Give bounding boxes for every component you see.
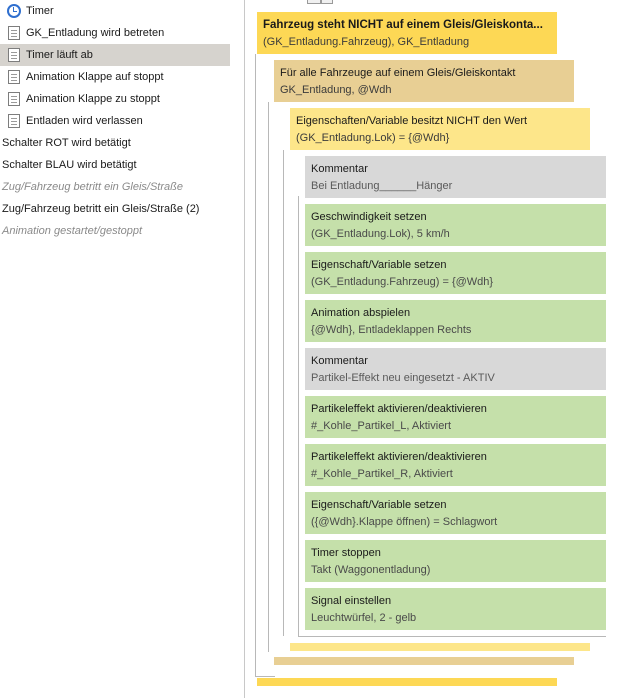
action-play-animation[interactable] <box>305 300 606 342</box>
action-tree <box>245 0 637 698</box>
document-icon <box>8 92 20 106</box>
event-item-zug-betritt-2[interactable] <box>0 198 230 220</box>
action-detail: (GK_Entladung.Fahrzeug) = {@Wdh} <box>311 276 494 288</box>
action-detail: #_Kohle_Partikel_L, Aktiviert <box>311 420 452 432</box>
action-title: Eigenschaften/Variable besitzt NICHT den Wert <box>296 115 528 127</box>
event-item-label: GK_Entladung wird betreten <box>26 27 165 39</box>
action-title: Eigenschaft/Variable setzen <box>311 499 447 511</box>
tab-stub <box>321 0 333 4</box>
action-set-signal[interactable] <box>305 588 606 630</box>
action-set-variable[interactable] <box>305 252 606 294</box>
loop-end-bar <box>274 657 574 665</box>
action-title: Partikeleffekt aktivieren/deaktivieren <box>311 451 487 463</box>
event-item-animation-klappe-zu[interactable] <box>0 88 230 110</box>
condition-end-bar <box>290 643 590 651</box>
action-detail: Takt (Waggonentladung) <box>311 564 431 576</box>
event-item-schalter-blau[interactable] <box>0 154 230 176</box>
action-root-condition[interactable] <box>257 12 557 54</box>
action-title: Geschwindigkeit setzen <box>311 211 427 223</box>
event-item-animation-gestartet[interactable] <box>0 220 230 242</box>
event-item-timer-laeuft-ab[interactable] <box>0 44 230 66</box>
event-item-animation-klappe-auf[interactable] <box>0 66 230 88</box>
action-detail: GK_Entladung, @Wdh <box>280 84 392 96</box>
action-particle-right[interactable] <box>305 444 606 486</box>
tree-line <box>283 150 284 636</box>
document-icon <box>8 48 20 62</box>
action-particle-left[interactable] <box>305 396 606 438</box>
action-detail: #_Kohle_Partikel_R, Aktiviert <box>311 468 453 480</box>
event-item-schalter-rot[interactable] <box>0 132 230 154</box>
event-item-label: Timer <box>26 5 54 17</box>
action-detail: Bei Entladung______Hänger <box>311 180 453 192</box>
action-comment[interactable] <box>305 348 606 390</box>
action-set-speed[interactable] <box>305 204 606 246</box>
action-loop[interactable] <box>274 60 574 102</box>
clock-icon <box>7 4 21 18</box>
action-detail: Partikel-Effekt neu eingesetzt - AKTIV <box>311 372 495 384</box>
tree-line <box>268 102 269 652</box>
action-title: Fahrzeug steht NICHT auf einem Gleis/Gleiskonta... <box>263 19 543 31</box>
document-icon <box>8 70 20 84</box>
action-comment[interactable] <box>305 156 606 198</box>
action-title: Kommentar <box>311 163 368 175</box>
tab-stub <box>307 0 321 4</box>
event-item-timer[interactable] <box>0 0 230 22</box>
action-title: Für alle Fahrzeuge auf einem Gleis/Gleiskontakt <box>280 67 516 79</box>
action-detail: {@Wdh}, Entladeklappen Rechts <box>311 324 472 336</box>
event-item-label: Schalter BLAU wird betätigt <box>2 159 137 171</box>
action-condition[interactable] <box>290 108 590 150</box>
tree-line <box>255 54 256 676</box>
event-item-label: Entladen wird verlassen <box>26 115 143 127</box>
action-stop-timer[interactable] <box>305 540 606 582</box>
action-title: Kommentar <box>311 355 368 367</box>
event-item-label: Schalter ROT wird betätigt <box>2 137 131 149</box>
action-title: Signal einstellen <box>311 595 392 607</box>
tree-line <box>298 636 606 637</box>
action-detail: (GK_Entladung.Lok) = {@Wdh} <box>296 132 450 144</box>
action-title: Eigenschaft/Variable setzen <box>311 259 447 271</box>
document-icon <box>8 114 20 128</box>
event-item-label: Animation gestartet/gestoppt <box>2 225 143 237</box>
action-detail: ({@Wdh}.Klappe öffnen) = Schlagwort <box>311 516 498 528</box>
action-title: Partikeleffekt aktivieren/deaktivieren <box>311 403 487 415</box>
action-title: Animation abspielen <box>311 307 411 319</box>
event-item-label: Animation Klappe zu stoppt <box>26 93 160 105</box>
event-item-label: Zug/Fahrzeug betritt ein Gleis/Straße (2) <box>2 203 200 215</box>
event-item-label: Zug/Fahrzeug betritt ein Gleis/Straße <box>2 181 183 193</box>
action-detail: Leuchtwürfel, 2 - gelb <box>311 612 417 624</box>
action-set-variable-klappe[interactable] <box>305 492 606 534</box>
tree-line <box>298 196 299 636</box>
event-tree <box>0 0 244 698</box>
action-detail: (GK_Entladung.Fahrzeug), GK_Entladung <box>263 36 470 48</box>
event-item-gk-entladung-betreten[interactable] <box>0 22 230 44</box>
event-item-label: Animation Klappe auf stoppt <box>26 71 164 83</box>
event-item-zug-betritt[interactable] <box>0 176 230 198</box>
root-end-bar <box>257 678 557 686</box>
action-title: Timer stoppen <box>311 547 381 559</box>
tree-line <box>255 676 275 677</box>
action-detail: (GK_Entladung.Lok), 5 km/h <box>311 228 450 240</box>
event-item-entladen-verlassen[interactable] <box>0 110 230 132</box>
document-icon <box>8 26 20 40</box>
event-item-label: Timer läuft ab <box>26 49 93 61</box>
